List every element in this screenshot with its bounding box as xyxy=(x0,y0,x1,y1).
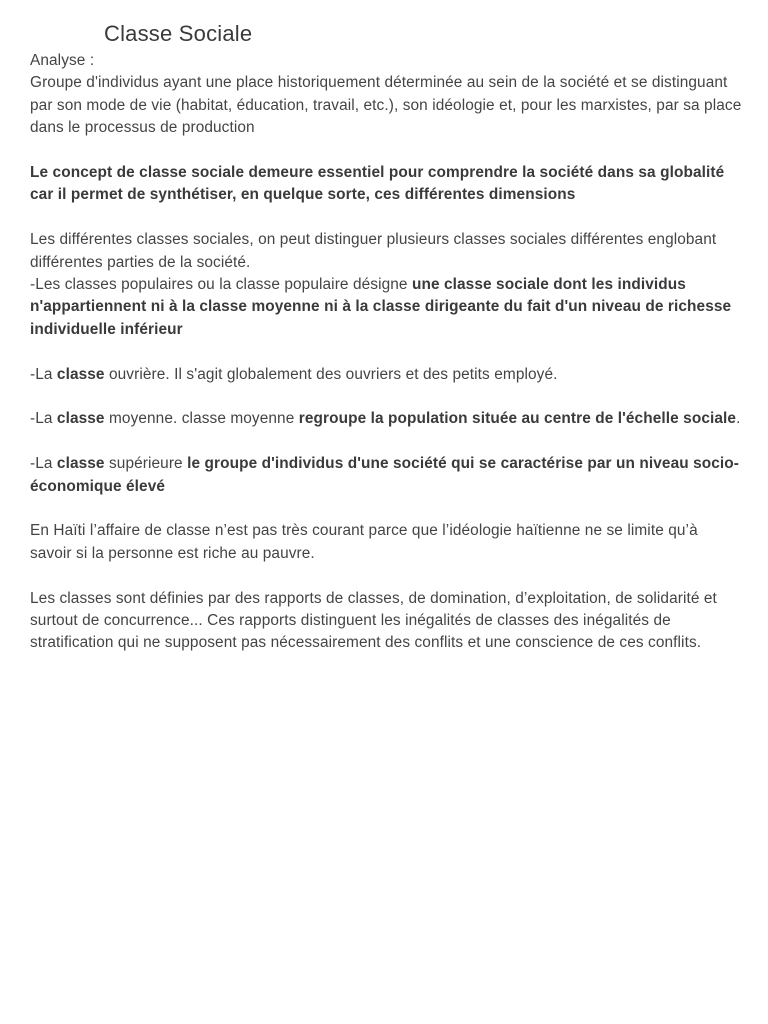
ouvriere-prefix: -La xyxy=(30,365,57,383)
differentes-paragraph: Les différentes classes sociales, on peut distinguer plusieurs classes sociales différentes englobant différentes parties de la société. xyxy=(30,231,717,271)
superieure-paragraph xyxy=(30,453,742,498)
moyenne-end: . xyxy=(736,410,741,428)
concept-bold-text: Le concept de classe sociale demeure essentiel pour comprendre la société dans sa globalité car il permet de synthétiser, en quelque sorte, ces différentes dimensions xyxy=(30,164,725,204)
moyenne-prefix: -La xyxy=(30,410,57,428)
blank-line xyxy=(30,565,742,587)
note-body[interactable] xyxy=(30,50,742,655)
analyse-label: Analyse : xyxy=(30,52,95,69)
blank-line xyxy=(30,207,742,229)
populaire-bold-text: une classe sociale dont les individus n'appartiennent ni à la classe moyenne ni à la classe dirigeante du fait d'un niveau de richesse individuelle inférieur xyxy=(30,276,732,338)
blank-line xyxy=(30,498,742,520)
superieure-bold-classe: classe xyxy=(56,455,105,473)
definition-paragraph: Groupe d'individus ayant une place historiquement déterminée au sein de la société et se distinguant par son mode de vie (habitat, éducation, travail, etc.), son idéologie et, pour les marxistes, par sa place dans le processus de production xyxy=(30,74,742,137)
concept-paragraph xyxy=(30,162,742,207)
blank-line xyxy=(30,431,742,453)
moyenne-middle: moyenne. classe moyenne xyxy=(104,410,299,428)
ouvriere-rest: ouvrière. Il s'agit globalement des ouvriers et des petits employé. xyxy=(104,365,558,383)
superieure-middle: supérieure xyxy=(104,455,188,473)
blank-line xyxy=(30,341,742,363)
rapports-paragraph: Les classes sont définies par des rapports de classes, de domination, d’exploitation, de solidarité et surtout de concurrence... Ces rapports distinguent les inégalités de classes des inégalités de stratification qui ne supposent pas nécessairement des conflits et une conscience de ces conflits. xyxy=(30,589,717,652)
moyenne-bold-classe: classe xyxy=(56,410,105,428)
ouvriere-paragraph xyxy=(30,364,742,386)
note-title[interactable]: Classe Sociale xyxy=(104,21,253,46)
moyenne-paragraph xyxy=(30,408,742,430)
superieure-bold-text: le groupe d'individus d'une société qui se caractérise par un niveau socio-économique élevé xyxy=(30,455,740,495)
blank-line xyxy=(30,140,742,162)
superieure-prefix: -La xyxy=(30,455,57,473)
populaire-prefix: -Les classes populaires ou la classe populaire désigne xyxy=(30,276,412,294)
ouvriere-bold-text: classe xyxy=(56,365,105,383)
populaire-paragraph xyxy=(30,274,742,341)
moyenne-bold-text: regroupe la population située au centre de l'échelle sociale xyxy=(298,410,737,428)
blank-line xyxy=(30,386,742,408)
haiti-paragraph: En Haïti l’affaire de classe n’est pas très courant parce que l’idéologie haïtienne ne se limite qu’à savoir si la personne est riche au pauvre. xyxy=(30,522,698,562)
